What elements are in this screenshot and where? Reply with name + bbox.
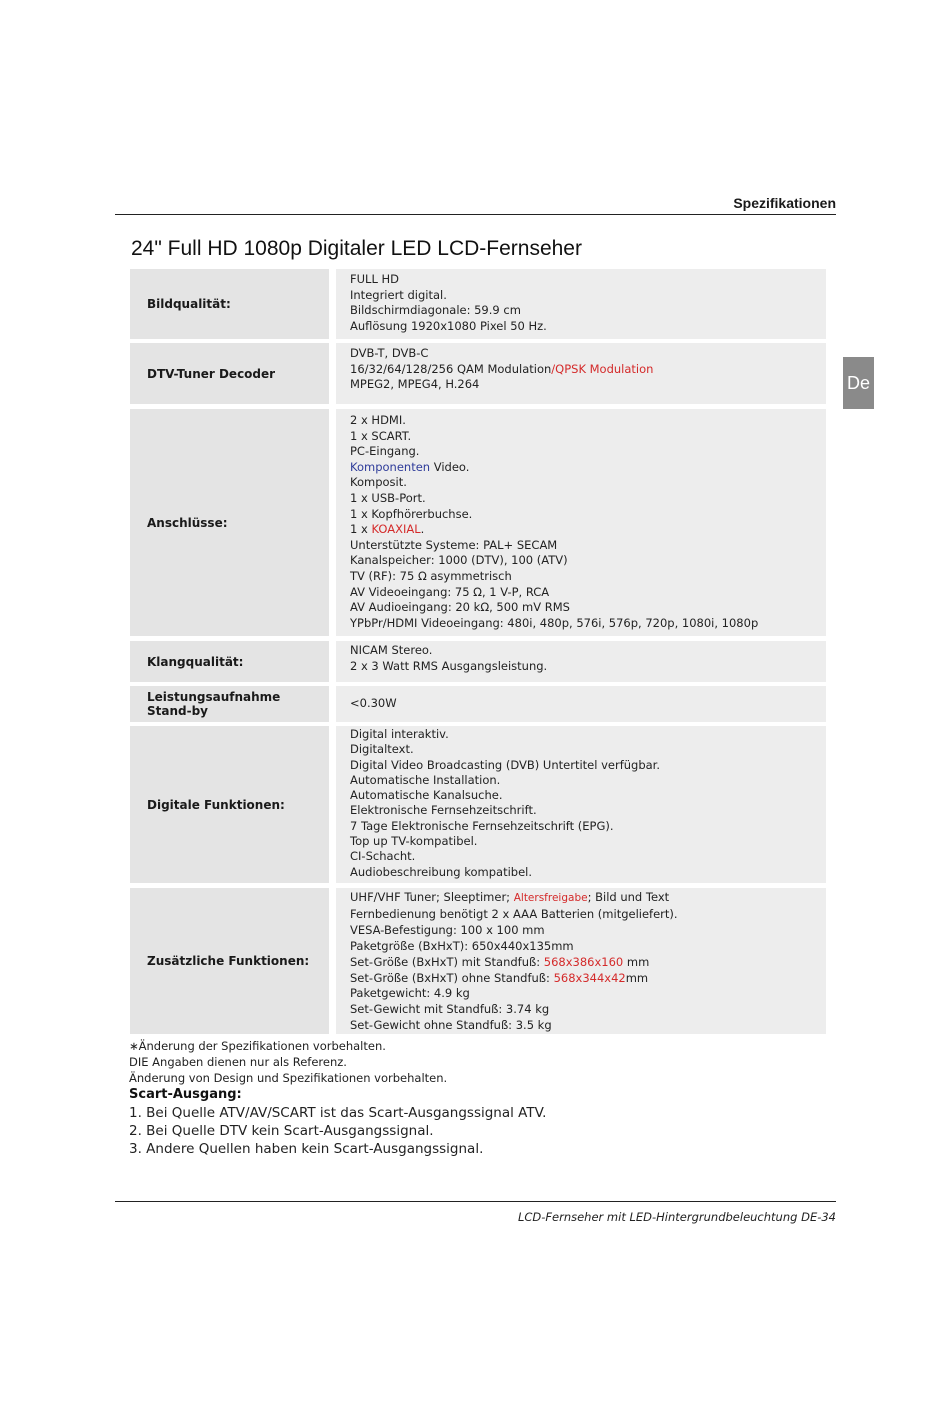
spec-value: [336, 888, 826, 1034]
spec-text: mm: [625, 970, 649, 985]
spec-text: .: [420, 522, 425, 537]
size-with-stand-highlight: 568x386x160: [543, 954, 624, 969]
spec-line: Digital Video Broadcasting (DVB) Untertitel verfügbar.: [350, 757, 661, 772]
spec-line: [350, 955, 826, 971]
note-line: Änderung von Design und Spezifikationen vorbehalten.: [129, 1071, 448, 1085]
spec-line: Komposit.: [350, 475, 407, 490]
spec-line: MPEG2, MPEG4, H.264: [350, 377, 480, 392]
spec-label: Zusätzliche Funktionen:: [130, 888, 329, 1034]
spec-line: Paketgröße (BxHxT): 650x440x135mm: [350, 938, 574, 953]
spec-line: Elektronische Fernsehzeitschrift.: [350, 803, 537, 818]
spec-line: YPbPr/HDMI Videoeingang: 480i, 480p, 576i, 576p, 720p, 1080i, 1080p: [350, 615, 759, 630]
note-line: DIE Angaben dienen nur als Referenz.: [129, 1055, 347, 1069]
spec-line: Top up TV-kompatibel.: [350, 834, 478, 849]
spec-line: Unterstützte Systeme: PAL+ SECAM: [350, 537, 558, 552]
scart-item: 2. Bei Quelle DTV kein Scart-Ausgangssignal.: [129, 1123, 434, 1139]
spec-value: [336, 269, 826, 339]
spec-line: Paketgewicht: 4.9 kg: [350, 986, 470, 1001]
scart-item: 3. Andere Quellen haben kein Scart-Ausgangssignal.: [129, 1141, 484, 1157]
note-line: ∗Änderung der Spezifikationen vorbehalten.: [129, 1039, 386, 1053]
spec-label: DTV-Tuner Decoder: [130, 343, 329, 404]
spec-line: AV Videoeingang: 75 Ω, 1 V-P, RCA: [350, 584, 550, 599]
spec-line: [350, 460, 826, 476]
spec-row-zusaetzliche-funktionen: [130, 888, 826, 1034]
spec-line: Digitaltext.: [350, 742, 414, 757]
spec-line: 7 Tage Elektronische Fernsehzeitschrift (EPG).: [350, 818, 614, 833]
spec-text: ; Bild und Text: [587, 890, 670, 904]
spec-line: AV Audioeingang: 20 kΩ, 500 mV RMS: [350, 600, 570, 615]
spec-value: [336, 686, 826, 722]
spec-line: Set-Gewicht ohne Standfuß: 3.5 kg: [350, 1018, 552, 1033]
spec-line: [350, 522, 826, 538]
spec-value: [336, 409, 826, 636]
spec-label-line: Stand-by: [147, 704, 209, 718]
spec-line: [350, 362, 826, 378]
spec-line: Digital interaktiv.: [350, 727, 449, 741]
spec-row-klangqualitaet: [130, 641, 826, 682]
spec-line: Automatische Kanalsuche.: [350, 788, 503, 803]
spec-row-anschluesse: [130, 409, 826, 636]
spec-row-leistungsaufnahme: [130, 686, 826, 722]
spec-text: Video.: [430, 459, 470, 474]
language-tab: De: [843, 357, 874, 409]
spec-line: Fernbedienung benötigt 2 x AAA Batterien (mitgeliefert).: [350, 906, 678, 921]
spec-line: Audiobeschreibung kompatibel.: [350, 864, 533, 879]
spec-label: Bildqualität:: [130, 269, 329, 339]
header-rule: [115, 214, 836, 215]
page-footer: LCD-Fernseher mit LED-Hintergrundbeleuchtung DE-34: [517, 1210, 836, 1224]
spec-text: Set-Größe (BxHxT) mit Standfuß:: [350, 954, 544, 969]
spec-line: Integriert digital.: [350, 287, 447, 302]
spec-line: Kanalspeicher: 1000 (DTV), 100 (ATV): [350, 553, 568, 568]
komponenten-highlight: Komponenten: [350, 459, 431, 474]
spec-line: [350, 890, 826, 907]
size-without-stand-highlight: 568x344x42: [553, 970, 626, 985]
scart-item: 1. Bei Quelle ATV/AV/SCART ist das Scart-Ausgangssignal ATV.: [129, 1105, 547, 1121]
spec-line: DVB-T, DVB-C: [350, 346, 429, 360]
spec-label: Anschlüsse:: [130, 409, 329, 636]
spec-line: Bildschirmdiagonale: 59.9 cm: [350, 303, 521, 318]
spec-line: <0.30W: [350, 696, 397, 711]
spec-label: Digitale Funktionen:: [130, 726, 329, 883]
spec-text: Set-Größe (BxHxT) ohne Standfuß:: [350, 970, 554, 985]
spec-label-line: Leistungsaufnahme: [147, 690, 281, 704]
spec-row-dtv-tuner: [130, 343, 826, 404]
spec-line: FULL HD: [350, 272, 400, 286]
qpsk-highlight: /QPSK Modulation: [551, 361, 654, 376]
page-title: 24" Full HD 1080p Digitaler LED LCD-Fernseher: [131, 237, 582, 260]
scart-heading: Scart-Ausgang:: [129, 1087, 242, 1102]
spec-line: 1 x USB-Port.: [350, 490, 426, 505]
spec-value: [336, 641, 826, 682]
spec-line: 1 x Kopfhörerbuchse.: [350, 506, 473, 521]
spec-row-digitale-funktionen: [130, 726, 826, 883]
spec-text: mm: [623, 954, 650, 969]
spec-line: 2 x HDMI.: [350, 413, 406, 427]
spec-line: TV (RF): 75 Ω asymmetrisch: [350, 568, 512, 583]
spec-text: 1 x: [350, 522, 372, 537]
spec-row-bildqualitaet: [130, 269, 826, 339]
scart-list: [129, 1104, 546, 1158]
spec-line: Set-Gewicht mit Standfuß: 3.74 kg: [350, 1002, 550, 1017]
spec-text: 16/32/64/128/256 QAM Modulation: [350, 361, 552, 376]
spec-line: 2 x 3 Watt RMS Ausgangsleistung.: [350, 658, 548, 673]
spec-text: UHF/VHF Tuner; Sleeptimer;: [350, 890, 514, 904]
spec-line: [350, 971, 826, 987]
koaxial-highlight: KOAXIAL: [371, 522, 421, 537]
spec-line: PC-Eingang.: [350, 444, 420, 459]
notes: [129, 1038, 447, 1086]
spec-value: [336, 726, 826, 883]
footer-rule: [115, 1201, 836, 1202]
spec-line: Automatische Installation.: [350, 772, 501, 787]
spec-line: Auflösung 1920x1080 Pixel 50 Hz.: [350, 318, 547, 333]
spec-line: CI-Schacht.: [350, 849, 416, 864]
spec-label: Klangqualität:: [130, 641, 329, 682]
spec-line: 1 x SCART.: [350, 428, 412, 443]
altersfreigabe-highlight: Altersfreigabe: [513, 892, 588, 904]
spec-line: NICAM Stereo.: [350, 643, 433, 657]
section-header: Spezifikationen: [733, 195, 836, 211]
spec-line: VESA-Befestigung: 100 x 100 mm: [350, 922, 545, 937]
spec-value: [336, 343, 826, 404]
spec-label: [130, 686, 329, 722]
